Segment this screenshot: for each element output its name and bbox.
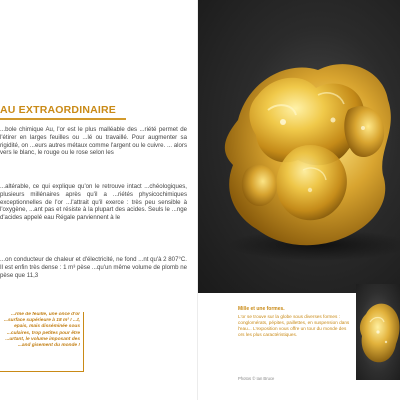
gold-nugget-illustration [198, 0, 400, 293]
photo-caption-text: L'or se trouve sur la globe sous diverses formes : conglomérats, pépites, paillettes, en suspension dans l'eau... L'exposition vous offre un tour du monde des ors les plus caractéristiques. [238, 314, 350, 337]
photo-credit: Photos © Ian Bruce [238, 376, 275, 381]
fact-infobox [0, 312, 84, 372]
photo-caption-title: Mille et une formes. [238, 306, 285, 312]
small-nugget-illustration [356, 284, 400, 380]
gold-nugget-photo [198, 0, 400, 293]
article-paragraph-1: ...bole chimique Au, l'or est le plus malléable des ...riété permet de l'étirer en larges feuilles ou ...lé ou travaillé. Pour augmenter sa rigidité, on ...eurs autres métaux comme l'argent ou le cuivre. ... alors vers le blanc, le rouge ou le rose selon les [0, 126, 187, 157]
heading-underline [0, 118, 126, 120]
small-gold-nugget-photo [356, 284, 400, 380]
article-heading: AU EXTRAORDINAIRE [0, 104, 116, 116]
article-paragraph-2: ...altérable, ce qui explique qu'on le retrouve intact ...chéologiques, plusieurs millénaires après qu'il a ...riétés physicochimiques exceptionnelles de l'or ...l'attrait qu'il exerce : très peu sensible à l'oxygène, ...ant pas et résiste à la plupart des acides. Seuls le ...nge d'acides appelé eau Régale parviennent à le [0, 183, 187, 221]
article-paragraph-3: ...on conducteur de chaleur et d'électricité, ne fond ...nt qu'à 2 807°C. Il est enfin très dense : 1 m³ pèse ...qu'un même volume de plomb ne pèse que 11,3 [0, 256, 187, 279]
infobox-text: ...rme de feuille, une once d'or ...surface supérieure à 18 m² ! ...t, epais, mais disséminée sous ...culaires, trop petites pour être ...urtant, le volume imposant des ...and gisement du monde ! [4, 312, 80, 349]
